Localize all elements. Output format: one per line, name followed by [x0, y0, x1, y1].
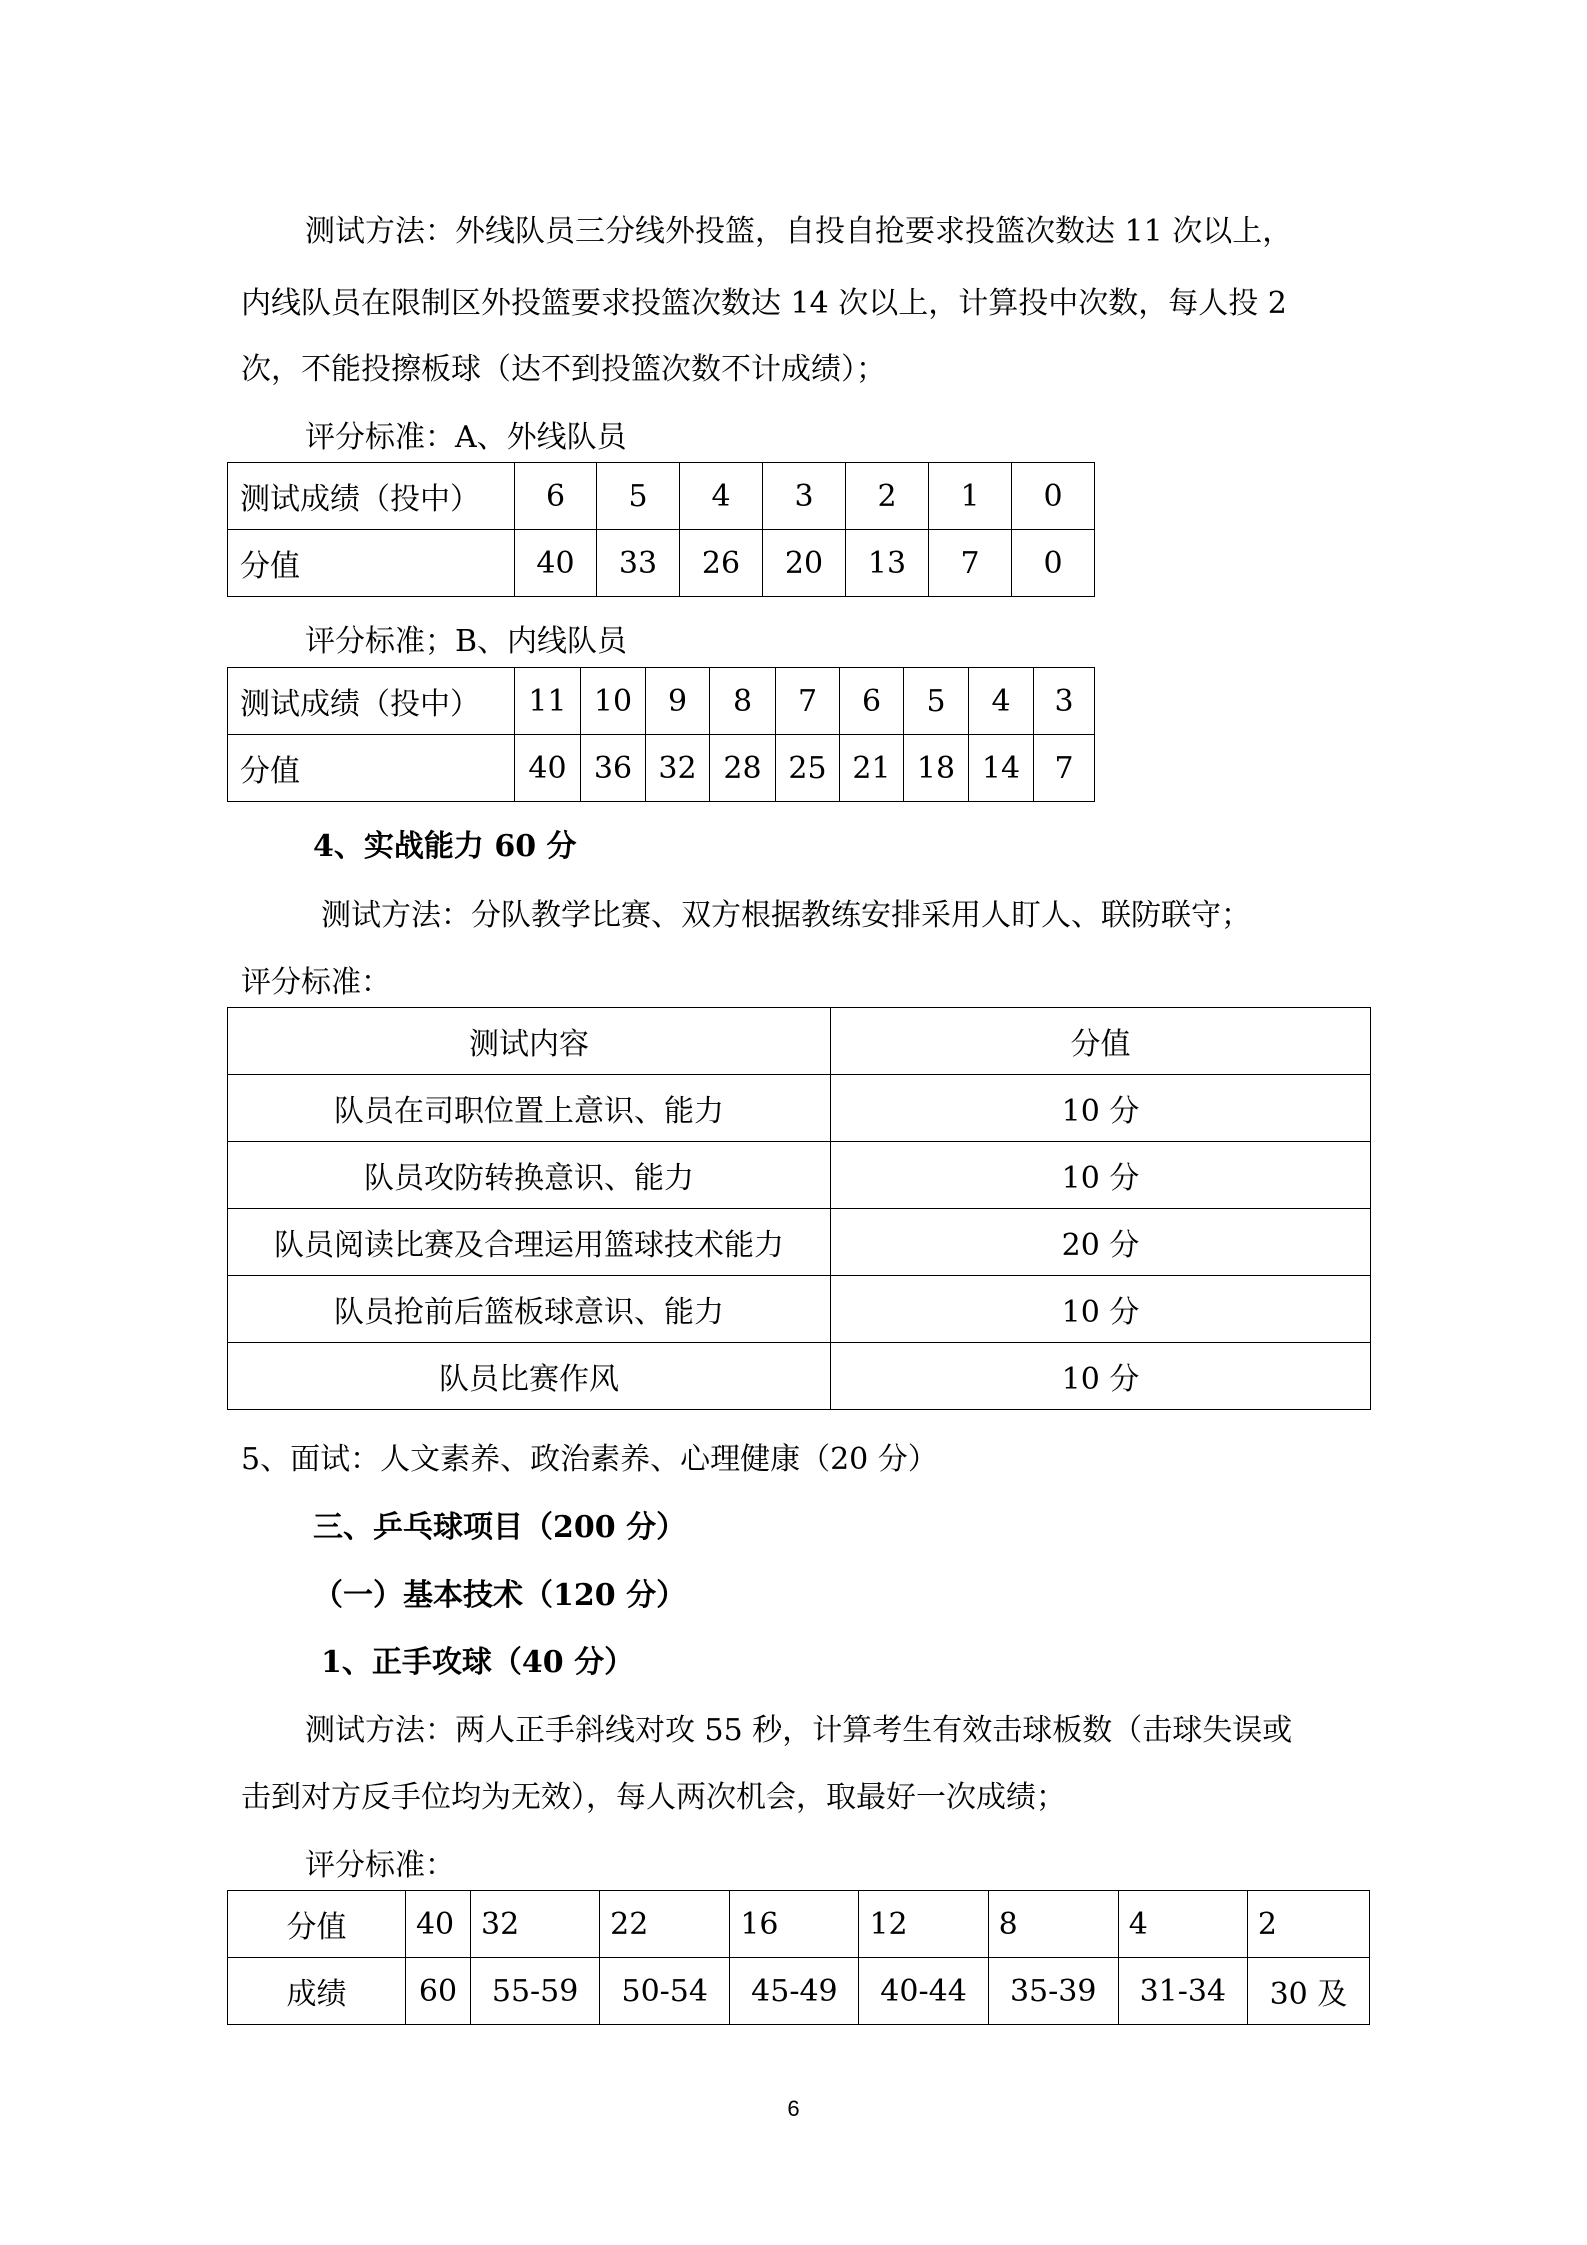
table-cell: 8	[988, 1891, 1118, 1958]
table-cell: 25	[776, 735, 840, 802]
table-cell: 40-44	[859, 1958, 988, 2025]
scoring-standard-a: 评分标准：A、外线队员	[305, 420, 627, 455]
table-cell: 4	[969, 668, 1034, 735]
table-cell: 队员阅读比赛及合理运用篮球技术能力	[228, 1209, 831, 1276]
table-cell: 30 及	[1247, 1958, 1369, 2025]
table-cell: 5	[597, 463, 680, 530]
table-cell: 32	[646, 735, 710, 802]
table-row	[228, 1276, 1371, 1343]
table-cell: 28	[710, 735, 776, 802]
table-row	[228, 1142, 1371, 1209]
table-inner-players	[227, 667, 1095, 802]
table-cell: 36	[581, 735, 646, 802]
table-cell: 20	[763, 530, 846, 597]
table-row	[228, 1209, 1371, 1276]
table-row	[228, 1075, 1371, 1142]
table-header-cell: 分值	[831, 1008, 1371, 1075]
table-cell: 33	[597, 530, 680, 597]
table-cell: 22	[600, 1891, 730, 1958]
table-row	[228, 1891, 1370, 1958]
table-cell-label: 测试成绩（投中）	[228, 668, 515, 735]
table-cell-label: 测试成绩（投中）	[228, 463, 515, 530]
table-cell: 11	[515, 668, 581, 735]
table-cell: 32	[471, 1891, 600, 1958]
table-cell: 50-54	[600, 1958, 730, 2025]
table-row	[228, 463, 1095, 530]
table-cell: 队员在司职位置上意识、能力	[228, 1075, 831, 1142]
table-cell: 21	[840, 735, 904, 802]
table-cell: 14	[969, 735, 1034, 802]
table-cell: 队员攻防转换意识、能力	[228, 1142, 831, 1209]
table-cell: 20 分	[831, 1209, 1371, 1276]
table-cell: 35-39	[988, 1958, 1118, 2025]
table-cell: 40	[405, 1891, 470, 1958]
table-cell: 10 分	[831, 1276, 1371, 1343]
table-outer-players	[227, 462, 1095, 597]
table-cell: 3	[763, 463, 846, 530]
table-cell: 26	[680, 530, 763, 597]
table-cell: 40	[515, 530, 597, 597]
section-interview: 5、面试：人文素养、政治素养、心理健康（20 分）	[241, 1442, 938, 1477]
table-row	[228, 668, 1095, 735]
table-cell: 8	[710, 668, 776, 735]
table-cell: 10	[581, 668, 646, 735]
table-cell: 13	[846, 530, 929, 597]
table-cell: 10 分	[831, 1343, 1371, 1410]
table-cell: 5	[904, 668, 969, 735]
paragraph-forehand-scoring: 评分标准：	[305, 1848, 455, 1883]
table-cell: 7	[776, 668, 840, 735]
table-cell: 队员抢前后篮板球意识、能力	[228, 1276, 831, 1343]
table-cell: 12	[859, 1891, 988, 1958]
table-cell: 40	[515, 735, 581, 802]
table-row	[228, 735, 1095, 802]
paragraph-test-method-3: 次，不能投擦板球（达不到投篮次数不计成绩）；	[241, 352, 886, 387]
paragraph-test-method-2: 内线队员在限制区外投篮要求投篮次数达 14 次以上，计算投中次数，每人投 2	[241, 286, 1287, 321]
table-cell: 31-34	[1118, 1958, 1247, 2025]
table-cell-label: 分值	[228, 530, 515, 597]
heading-table-tennis: 三、乒乓球项目（200 分）	[313, 1510, 687, 1545]
table-cell: 10 分	[831, 1075, 1371, 1142]
table-cell: 6	[515, 463, 597, 530]
table-cell: 0	[1012, 463, 1095, 530]
page-number: 6	[787, 2096, 800, 2121]
table-cell: 7	[1034, 735, 1095, 802]
table-header-cell: 测试内容	[228, 1008, 831, 1075]
table-cell: 55-59	[471, 1958, 600, 2025]
table-cell: 9	[646, 668, 710, 735]
section-heading-combat-ability: 4、实战能力 60 分	[313, 829, 577, 864]
table-row	[228, 1343, 1371, 1410]
table-row	[228, 1958, 1370, 2025]
table-cell-label: 成绩	[228, 1958, 406, 2025]
table-cell: 45-49	[730, 1958, 859, 2025]
table-cell: 1	[929, 463, 1012, 530]
table-cell: 18	[904, 735, 969, 802]
table-cell-label: 分值	[228, 1891, 406, 1958]
heading-basic-technique: （一）基本技术（120 分）	[313, 1578, 687, 1613]
paragraph-test-method-1: 测试方法：外线队员三分线外投篮，自投自抢要求投篮次数达 11 次以上，	[305, 214, 1293, 249]
table-cell: 2	[846, 463, 929, 530]
table-cell-label: 分值	[228, 735, 515, 802]
table-cell: 4	[680, 463, 763, 530]
table-cell: 6	[840, 668, 904, 735]
table-cell: 7	[929, 530, 1012, 597]
table-cell: 60	[405, 1958, 470, 2025]
table-forehand-scoring	[227, 1890, 1370, 2025]
table-cell: 2	[1247, 1891, 1369, 1958]
table-cell: 4	[1118, 1891, 1247, 1958]
scoring-standard-b: 评分标准；B、内线队员	[305, 624, 628, 659]
table-cell: 10 分	[831, 1142, 1371, 1209]
table-cell: 0	[1012, 530, 1095, 597]
table-cell: 16	[730, 1891, 859, 1958]
heading-forehand-attack: 1、正手攻球（40 分）	[321, 1645, 635, 1680]
table-cell: 3	[1034, 668, 1095, 735]
table-cell: 队员比赛作风	[228, 1343, 831, 1410]
table-header-row	[228, 1008, 1371, 1075]
paragraph-combat-test-method: 测试方法：分队教学比赛、双方根据教练安排采用人盯人、联防联守；	[321, 898, 1251, 933]
table-row	[228, 530, 1095, 597]
paragraph-forehand-test-method-1: 测试方法：两人正手斜线对攻 55 秒，计算考生有效击球板数（击球失误或	[305, 1713, 1293, 1748]
paragraph-forehand-test-method-2: 击到对方反手位均为无效），每人两次机会，取最好一次成绩；	[241, 1780, 1066, 1815]
table-combat-ability	[227, 1007, 1371, 1410]
paragraph-scoring-standard: 评分标准：	[241, 965, 391, 1000]
